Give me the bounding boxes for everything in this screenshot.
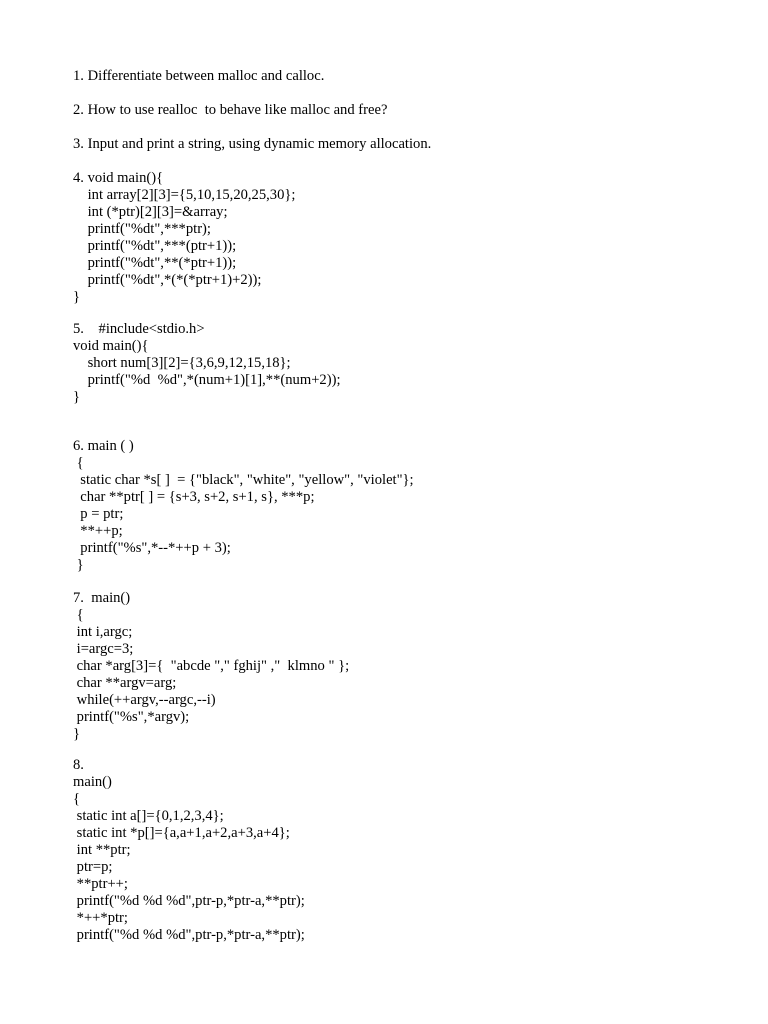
code-line: static int *p[]={a,a+1,a+2,a+3,a+4}; xyxy=(73,825,290,841)
code-line: int **ptr; xyxy=(73,842,131,858)
question-7-header: 7. main() xyxy=(73,590,131,606)
code-line: char **argv=arg; xyxy=(73,675,177,691)
question-2-line: 2. How to use realloc to behave like malloc and free? xyxy=(73,102,388,118)
code-line: { xyxy=(73,791,81,807)
code-line: main() xyxy=(73,774,112,790)
question-8-header: 8. xyxy=(73,757,84,773)
code-line: static int a[]={0,1,2,3,4}; xyxy=(73,808,224,824)
code-line: { xyxy=(73,455,84,471)
question-6-header: 6. main ( ) xyxy=(73,438,134,454)
question-5-header: 5. #include<stdio.h> xyxy=(73,321,205,337)
code-line: while(++argv,--argc,--i) xyxy=(73,692,216,708)
code-line: short num[3][2]={3,6,9,12,15,18}; xyxy=(73,355,291,371)
code-line: printf("%dt",***ptr); xyxy=(73,221,211,237)
code-line: } xyxy=(73,389,81,405)
code-line: printf("%s",*argv); xyxy=(73,709,190,725)
code-line: printf("%dt",**(*ptr+1)); xyxy=(73,255,237,271)
code-line: printf("%dt",*(*(*ptr+1)+2)); xyxy=(73,272,262,288)
code-line: **ptr++; xyxy=(73,876,128,892)
code-line: } xyxy=(73,289,81,305)
code-line: int i,argc; xyxy=(73,624,133,640)
code-line: static char *s[ ] = {"black", "white", "yellow", "violet"}; xyxy=(73,472,414,488)
code-line: printf("%d %d %d",ptr-p,*ptr-a,**ptr); xyxy=(73,893,305,909)
code-line: printf("%d %d",*(num+1)[1],**(num+2)); xyxy=(73,372,341,388)
code-line: **++p; xyxy=(73,523,123,539)
code-line: { xyxy=(73,607,84,623)
code-line: int array[2][3]={5,10,15,20,25,30}; xyxy=(73,187,296,203)
code-line: char *arg[3]={ "abcde "," fghij" ," klmno " }; xyxy=(73,658,350,674)
question-3-line: 3. Input and print a string, using dynamic memory allocation. xyxy=(73,136,432,152)
code-line: printf("%s",*--*++p + 3); xyxy=(73,540,231,556)
code-line: char **ptr[ ] = {s+3, s+2, s+1, s}, ***p; xyxy=(73,489,315,505)
code-line: void main(){ xyxy=(73,338,149,354)
code-line: ptr=p; xyxy=(73,859,113,875)
code-line: int (*ptr)[2][3]=&array; xyxy=(73,204,228,220)
code-line: } xyxy=(73,726,81,742)
code-line: *++*ptr; xyxy=(73,910,128,926)
code-line: p = ptr; xyxy=(73,506,124,522)
code-line: printf("%dt",***(ptr+1)); xyxy=(73,238,237,254)
code-line: i=argc=3; xyxy=(73,641,134,657)
code-line: printf("%d %d %d",ptr-p,*ptr-a,**ptr); xyxy=(73,927,305,943)
question-4-header: 4. void main(){ xyxy=(73,170,164,186)
question-1-line: 1. Differentiate between malloc and calloc. xyxy=(73,68,325,84)
code-line: } xyxy=(73,557,84,573)
